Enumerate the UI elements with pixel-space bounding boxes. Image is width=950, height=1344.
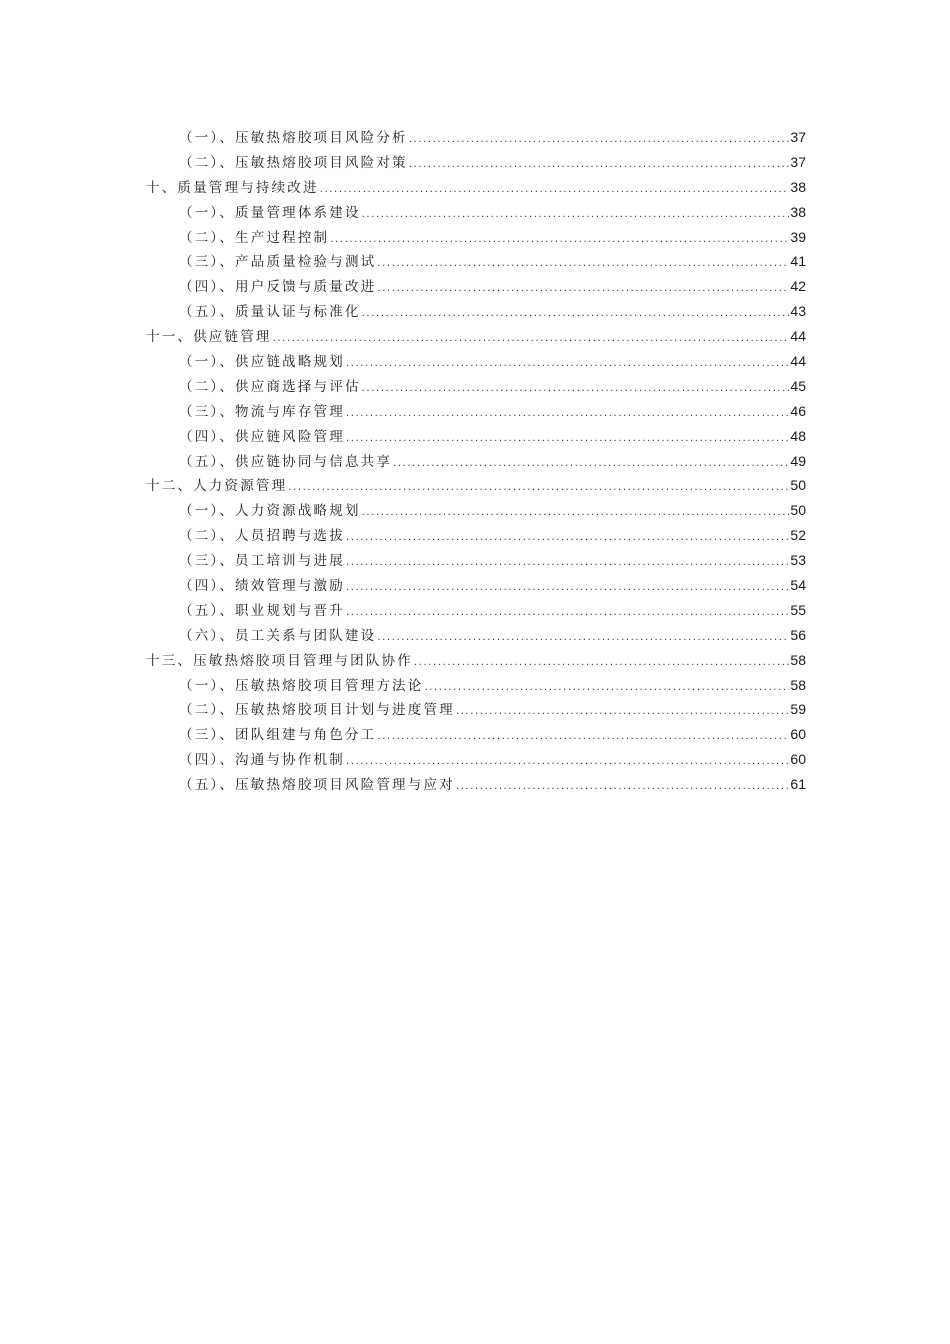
toc-dot-leader [346,526,789,551]
toc-dot-leader [409,153,790,178]
toc-entry-label: （一）、压敏热熔胶项目风险分析 [179,130,408,146]
toc-section-entry[interactable] [146,125,806,150]
toc-section-entry[interactable] [146,747,806,772]
toc-dot-leader [330,228,789,253]
toc-section-entry[interactable] [146,673,806,698]
toc-page-number: 39 [790,228,806,245]
toc-entry-label: （五）、质量认证与标准化 [179,304,361,321]
toc-page-number: 52 [790,527,806,544]
toc-dot-leader [362,302,790,327]
toc-entry-label: （一）、质量管理体系建设 [179,204,361,221]
toc-section-entry[interactable] [146,399,806,424]
toc-page-number: 44 [790,328,806,345]
toc-dot-leader [362,501,790,526]
toc-chapter-entry[interactable] [146,648,806,673]
toc-entry-label: （一）、供应链战略规划 [179,354,345,371]
toc-entry-label: （四）、沟通与协作机制 [179,752,345,769]
toc-page-number: 44 [790,353,806,370]
toc-dot-leader [346,551,789,576]
toc-page-number: 50 [790,477,806,494]
toc-section-entry[interactable] [146,722,806,747]
toc-page-number: 48 [790,427,806,444]
toc-entry-label: （三）、团队组建与角色分工 [179,727,377,744]
toc-section-entry[interactable] [146,548,806,573]
toc-section-entry[interactable] [146,573,806,598]
toc-page-number: 55 [790,601,806,618]
toc-dot-leader [346,402,789,427]
table-of-contents [146,125,806,797]
toc-section-entry[interactable] [146,374,806,399]
toc-section-entry[interactable] [146,200,806,225]
toc-section-entry[interactable] [146,299,806,324]
toc-dot-leader [320,178,790,203]
toc-entry-label: （二）、压敏热熔胶项目风险对策 [179,154,408,171]
toc-dot-leader [346,576,789,601]
toc-entry-label: 十、质量管理与持续改进 [146,179,319,196]
toc-dot-leader [377,626,789,651]
toc-chapter-entry[interactable] [146,473,806,498]
toc-entry-label: （五）、职业规划与晋升 [179,602,345,619]
toc-dot-leader [346,601,789,626]
toc-dot-leader [377,252,789,277]
toc-page-number: 60 [790,751,806,768]
toc-entry-label: （三）、员工培训与进展 [179,553,345,570]
toc-page-number: 50 [790,502,806,519]
toc-entry-label: （一）、人力资源战略规划 [179,503,361,520]
toc-dot-leader [288,476,789,501]
toc-page-number: 43 [790,303,806,320]
toc-section-entry[interactable] [146,150,806,175]
toc-page-number: 60 [790,726,806,743]
toc-entry-label: （二）、供应商选择与评估 [179,378,361,395]
toc-section-entry[interactable] [146,274,806,299]
toc-entry-label: （五）、压敏热熔胶项目风险管理与应对 [179,777,455,794]
toc-page-number: 37 [790,129,806,145]
toc-dot-leader [273,327,790,352]
toc-entry-label: （四）、绩效管理与激励 [179,578,345,595]
toc-dot-leader [424,676,789,701]
toc-entry-label: 十二、人力资源管理 [146,478,288,495]
toc-entry-label: （三）、物流与库存管理 [179,403,345,420]
toc-section-entry[interactable] [146,598,806,623]
toc-dot-leader [346,352,789,377]
toc-dot-leader [346,427,789,452]
toc-page-number: 46 [790,402,806,419]
toc-page-number: 41 [790,253,806,270]
toc-entry-label: （六）、员工关系与团队建设 [179,627,377,644]
toc-entry-label: （四）、用户反馈与质量改进 [179,279,377,296]
toc-entry-label: （四）、供应链风险管理 [179,428,345,445]
toc-dot-leader [414,651,790,676]
toc-dot-leader [409,128,790,153]
toc-page-number: 58 [790,651,806,668]
toc-entry-label: （三）、产品质量检验与测试 [179,254,377,271]
toc-page-number: 38 [790,178,806,195]
toc-section-entry[interactable] [146,449,806,474]
toc-page-number: 45 [790,377,806,394]
toc-page-number: 58 [790,676,806,693]
toc-dot-leader [393,452,789,477]
toc-page-number: 54 [790,577,806,594]
toc-page-number: 59 [790,701,806,718]
toc-section-entry[interactable] [146,772,806,797]
toc-entry-label: （二）、压敏热熔胶项目计划与进度管理 [179,702,455,719]
toc-section-entry[interactable] [146,498,806,523]
toc-chapter-entry[interactable] [146,324,806,349]
toc-section-entry[interactable] [146,349,806,374]
toc-dot-leader [456,700,790,725]
toc-entry-label: （五）、供应链协同与信息共享 [179,453,393,470]
toc-section-entry[interactable] [146,697,806,722]
toc-dot-leader [362,377,790,402]
toc-dot-leader [377,277,789,302]
toc-chapter-entry[interactable] [146,175,806,200]
toc-page-number: 38 [790,203,806,220]
toc-section-entry[interactable] [146,249,806,274]
toc-entry-label: （二）、生产过程控制 [179,229,330,246]
toc-page-number: 56 [790,626,806,643]
toc-entry-label: （二）、人员招聘与选拔 [179,528,345,545]
toc-page-number: 61 [790,776,806,793]
toc-entry-label: 十一、供应链管理 [146,329,272,346]
toc-page-number: 49 [790,452,806,469]
toc-dot-leader [377,725,789,750]
toc-section-entry[interactable] [146,623,806,648]
toc-dot-leader [346,750,789,775]
toc-page-number: 42 [790,278,806,295]
toc-section-entry[interactable] [146,523,806,548]
toc-dot-leader [456,775,790,800]
toc-page-number: 53 [790,552,806,569]
toc-dot-leader [362,203,790,228]
toc-entry-label: （一）、压敏热熔胶项目管理方法论 [179,677,424,694]
toc-page-number: 37 [790,153,806,170]
toc-entry-label: 十三、压敏热熔胶项目管理与团队协作 [146,652,413,669]
toc-section-entry[interactable] [146,225,806,250]
toc-section-entry[interactable] [146,424,806,449]
